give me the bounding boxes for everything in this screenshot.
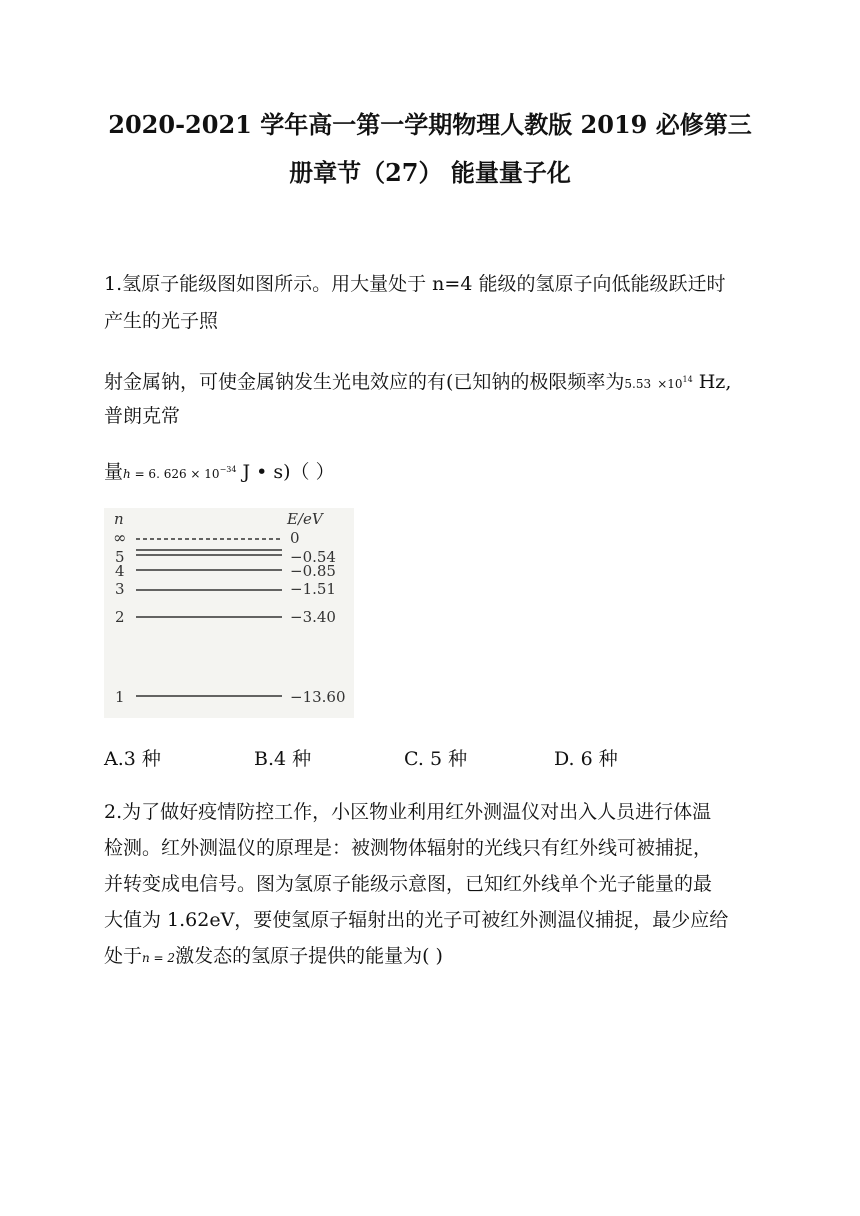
level-n-infinity: ∞ <box>113 528 127 547</box>
level-e-5: −0.54 <box>290 548 336 566</box>
level-n-3: 3 <box>115 580 125 598</box>
level-e-2: −3.40 <box>290 608 336 626</box>
question-1-line-4: 普朗克常 <box>104 405 181 427</box>
level-e-infinity: 0 <box>290 529 300 547</box>
energy-axis-label: E/eV <box>287 510 323 528</box>
sodium-frequency-exponent: 14 <box>682 375 693 384</box>
question-1-line-5-text: 量 <box>104 461 124 483</box>
n-axis-label: n <box>114 510 124 528</box>
level-n-4: 4 <box>115 562 125 580</box>
planck-symbol: h <box>123 467 131 481</box>
question-1-line-3 <box>104 367 731 397</box>
level-e-4: −0.85 <box>290 562 336 580</box>
option-b: B.4 种 <box>254 748 312 770</box>
document-title-line-2: 册章节（27） 能量量子化 <box>289 158 571 187</box>
level-e-1: −13.60 <box>290 688 346 706</box>
question-2-line-2: 检测。红外测温仪的原理是：被测物体辐射的光线只有红外线可被捕捉， <box>104 837 713 859</box>
energy-level-diagram <box>104 508 354 718</box>
question-1-line-5 <box>104 457 335 487</box>
sodium-frequency-unit: Hz, <box>692 371 732 393</box>
planck-unit: J • s)（ ） <box>236 461 335 483</box>
energy-level-svg <box>104 508 354 718</box>
level-n-5: 5 <box>115 548 125 566</box>
option-d: D. 6 种 <box>554 748 618 770</box>
question-2-line-4: 大值为 1.62eV，要使氢原子辐射出的光子可被红外测温仪捕捉，最少应给 <box>104 909 729 931</box>
question-1-line-1: 1.氢原子能级图如图所示。用大量处于 n=4 能级的氢原子向低能级跃迁时 <box>104 273 726 295</box>
question-2-line-3: 并转变成电信号。图为氢原子能级示意图，已知红外线单个光子能量的最 <box>104 873 713 895</box>
sodium-frequency-times: ×10 <box>657 377 683 391</box>
document-title-line-1: 2020-2021 学年高一第一学期物理人教版 2019 必修第三 <box>108 110 752 139</box>
question-2-line-1: 2.为了做好疫情防控工作，小区物业利用红外测温仪对出入人员进行体温 <box>104 801 712 823</box>
question-1-line-3-text: 射金属钠，可使金属钠发生光电效应的有(已知钠的极限频率为 <box>104 371 625 393</box>
option-a: A.3 种 <box>104 748 161 770</box>
question-2-line-5 <box>104 943 443 971</box>
n-equals-2-expression: n = 2 <box>142 951 176 965</box>
question-1-line-2: 产生的光子照 <box>104 310 219 332</box>
option-c: C. 5 种 <box>404 748 468 770</box>
planck-value: = 6. 626 × 10 <box>130 467 220 481</box>
planck-exponent: −34 <box>219 465 237 474</box>
sodium-frequency-mantissa: 5.53 <box>624 377 652 391</box>
level-n-1: 1 <box>115 688 125 706</box>
question-2-line-5-suffix: 激发态的氢原子提供的能量为( ) <box>175 945 443 967</box>
question-2-line-5-prefix: 处于 <box>104 945 143 967</box>
level-e-3: −1.51 <box>290 580 336 598</box>
level-n-2: 2 <box>115 608 125 626</box>
